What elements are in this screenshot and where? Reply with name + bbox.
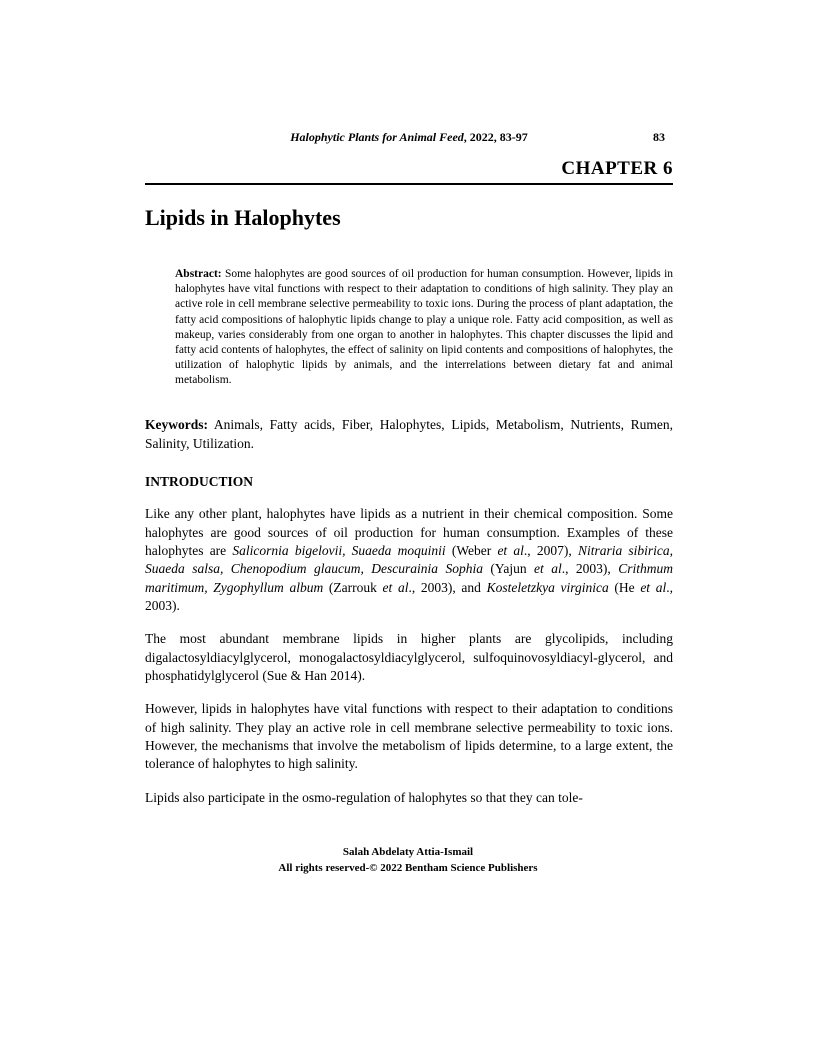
- page-footer: [0, 845, 816, 877]
- section-heading-introduction: INTRODUCTION: [145, 474, 254, 490]
- abstract-label: Abstract:: [175, 268, 222, 280]
- book-title: Halophytic Plants for Animal Feed: [290, 130, 464, 144]
- intro-paragraph-2: The most abundant membrane lipids in higher plants are glycolipids, including digalactosyldiacylglycerol, monogalactosyldiacylglycerol, sulfoquinovosyldiacyl-glycerol, and phosphatidylglycerol (Sue & Han 2014).: [145, 631, 673, 684]
- footer-author: Salah Abdelaty Attia-Ismail: [342, 846, 474, 858]
- abstract-block: [175, 267, 673, 388]
- page-content: [145, 130, 673, 807]
- keywords-label: Keywords:: [145, 417, 208, 433]
- chapter-label: CHAPTER 6: [561, 158, 673, 179]
- keywords-block: [145, 416, 673, 454]
- footer-rights: All rights reserved-© 2022 Bentham Science Publishers: [278, 861, 538, 874]
- intro-paragraph-3: However, lipids in halophytes have vital functions with respect to their adaptation to conditions of high salinity. They play an active role in cell membrane selective permeability to toxic ions. However, the mechanisms that involve the metabolism of lipids determine, to a large extent, the tolerance of halophytes to high salinity.: [145, 701, 673, 772]
- keywords-text: Animals, Fatty acids, Fiber, Halophytes, Lipids, Metabolism, Nutrients, Rumen, Salinity, Utilization.: [145, 417, 673, 452]
- abstract-text: Some halophytes are good sources of oil production for human consumption. However, lipids in halophytes have vital functions with respect to their adaptation to conditions of high salinity. They play an active role in cell membrane selective permeability to toxic ions. During the process of plant adaptation, the fatty acid compositions of halophytic lipids change to play a unique role. Fatty acid composition, as well as makeup, varies considerably from one organ to another in halophytes. This chapter discusses the lipid and fatty acid contents of halophytes, the effect of salinity on lipid contents and compositions of halophytes, the utilization of halophytic lipids by animals, and the interrelations between dietary fat and animal metabolism.: [175, 268, 674, 387]
- chapter-title: Lipids in Halophytes: [145, 205, 341, 230]
- running-header: [145, 130, 673, 146]
- page-number: 83: [653, 130, 665, 144]
- running-title: [145, 130, 673, 145]
- intro-paragraph-4: Lipids also participate in the osmo-regulation of halophytes so that they can tole-: [145, 789, 583, 805]
- intro-paragraph-1: Like any other plant, halophytes have lipids as a nutrient in their chemical composition. Some halophytes are good sources of oil production for human consumption. Examples of these halophytes are Salicornia bigelovii, Suaeda moquinii (Weber et al., 2007), Nitraria sibirica, Suaeda salsa, Chenopodium glaucum, Descurainia Sophia (Yajun et al., 2003), Crithmum maritimum, Zygophyllum album (Zarrouk et al., 2003), and Kosteletzkya virginica (He et al., 2003).: [145, 506, 674, 613]
- running-title-suffix: , 2022, 83-97: [463, 130, 528, 144]
- chapter-rule-divider: [145, 183, 673, 185]
